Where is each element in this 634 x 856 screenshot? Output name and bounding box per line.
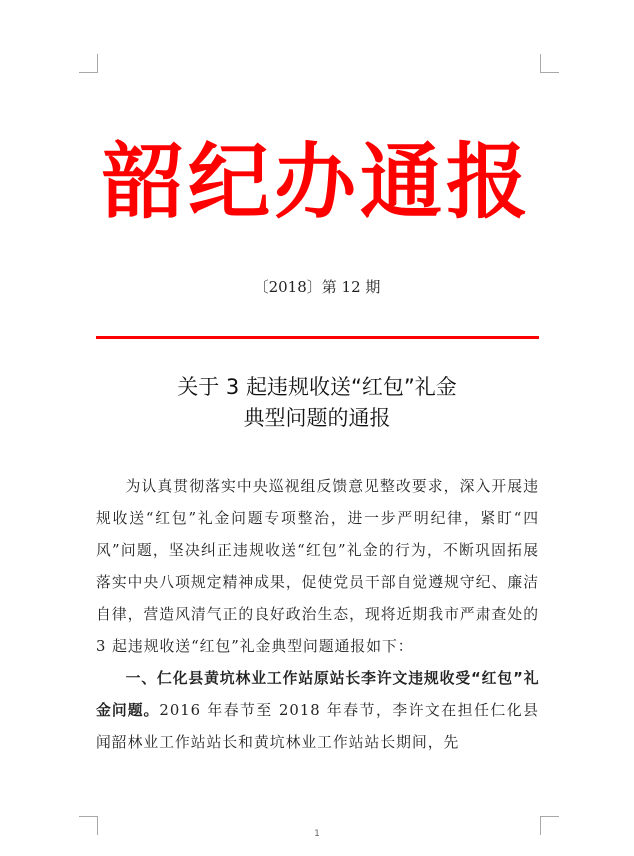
crop-mark-top-right — [540, 54, 559, 73]
crop-mark-bottom-right — [540, 816, 559, 835]
document-title-line-2: 典型问题的通报 — [243, 406, 391, 430]
issue-number: 〔2018〕第 12 期 — [253, 278, 381, 296]
intro-paragraph: 为认真贯彻落实中央巡视组反馈意见整改要求，深入开展违规收送“红包”礼金问题专项整治，进一步严明纪律，紧盯“四风”问题，坚决纠正违规收送“红包”礼金的行为，不断巩固拓展落实中央八项规定精神成果，促使党员干部自觉遵规守纪、廉洁自律，营造风清气正的良好政治生态，现将近期我市严肃查处的 3 起违规收送“红包”礼金典型问题通报如下： — [96, 478, 539, 655]
crop-mark-top-left — [79, 54, 98, 73]
page-number: 1 — [314, 829, 320, 839]
document-body — [96, 471, 539, 759]
masthead-title: 韶纪办通报 — [101, 135, 532, 230]
case-1-text: 2016 年春节至 2018 年春节，李许文在担任仁化县闻韶林业工作站站长和黄坑林业工作站站长期间，先 — [96, 702, 539, 751]
red-separator-line — [96, 336, 539, 339]
case-1-heading: 一、仁化县黄坑林业工作站原站长李许文违规收受“红包”礼金问题。 — [96, 670, 539, 719]
document-title — [96, 372, 538, 434]
document-title-line-1: 关于 3 起违规收送“红包”礼金 — [177, 375, 457, 399]
case-1-paragraph — [96, 663, 539, 759]
